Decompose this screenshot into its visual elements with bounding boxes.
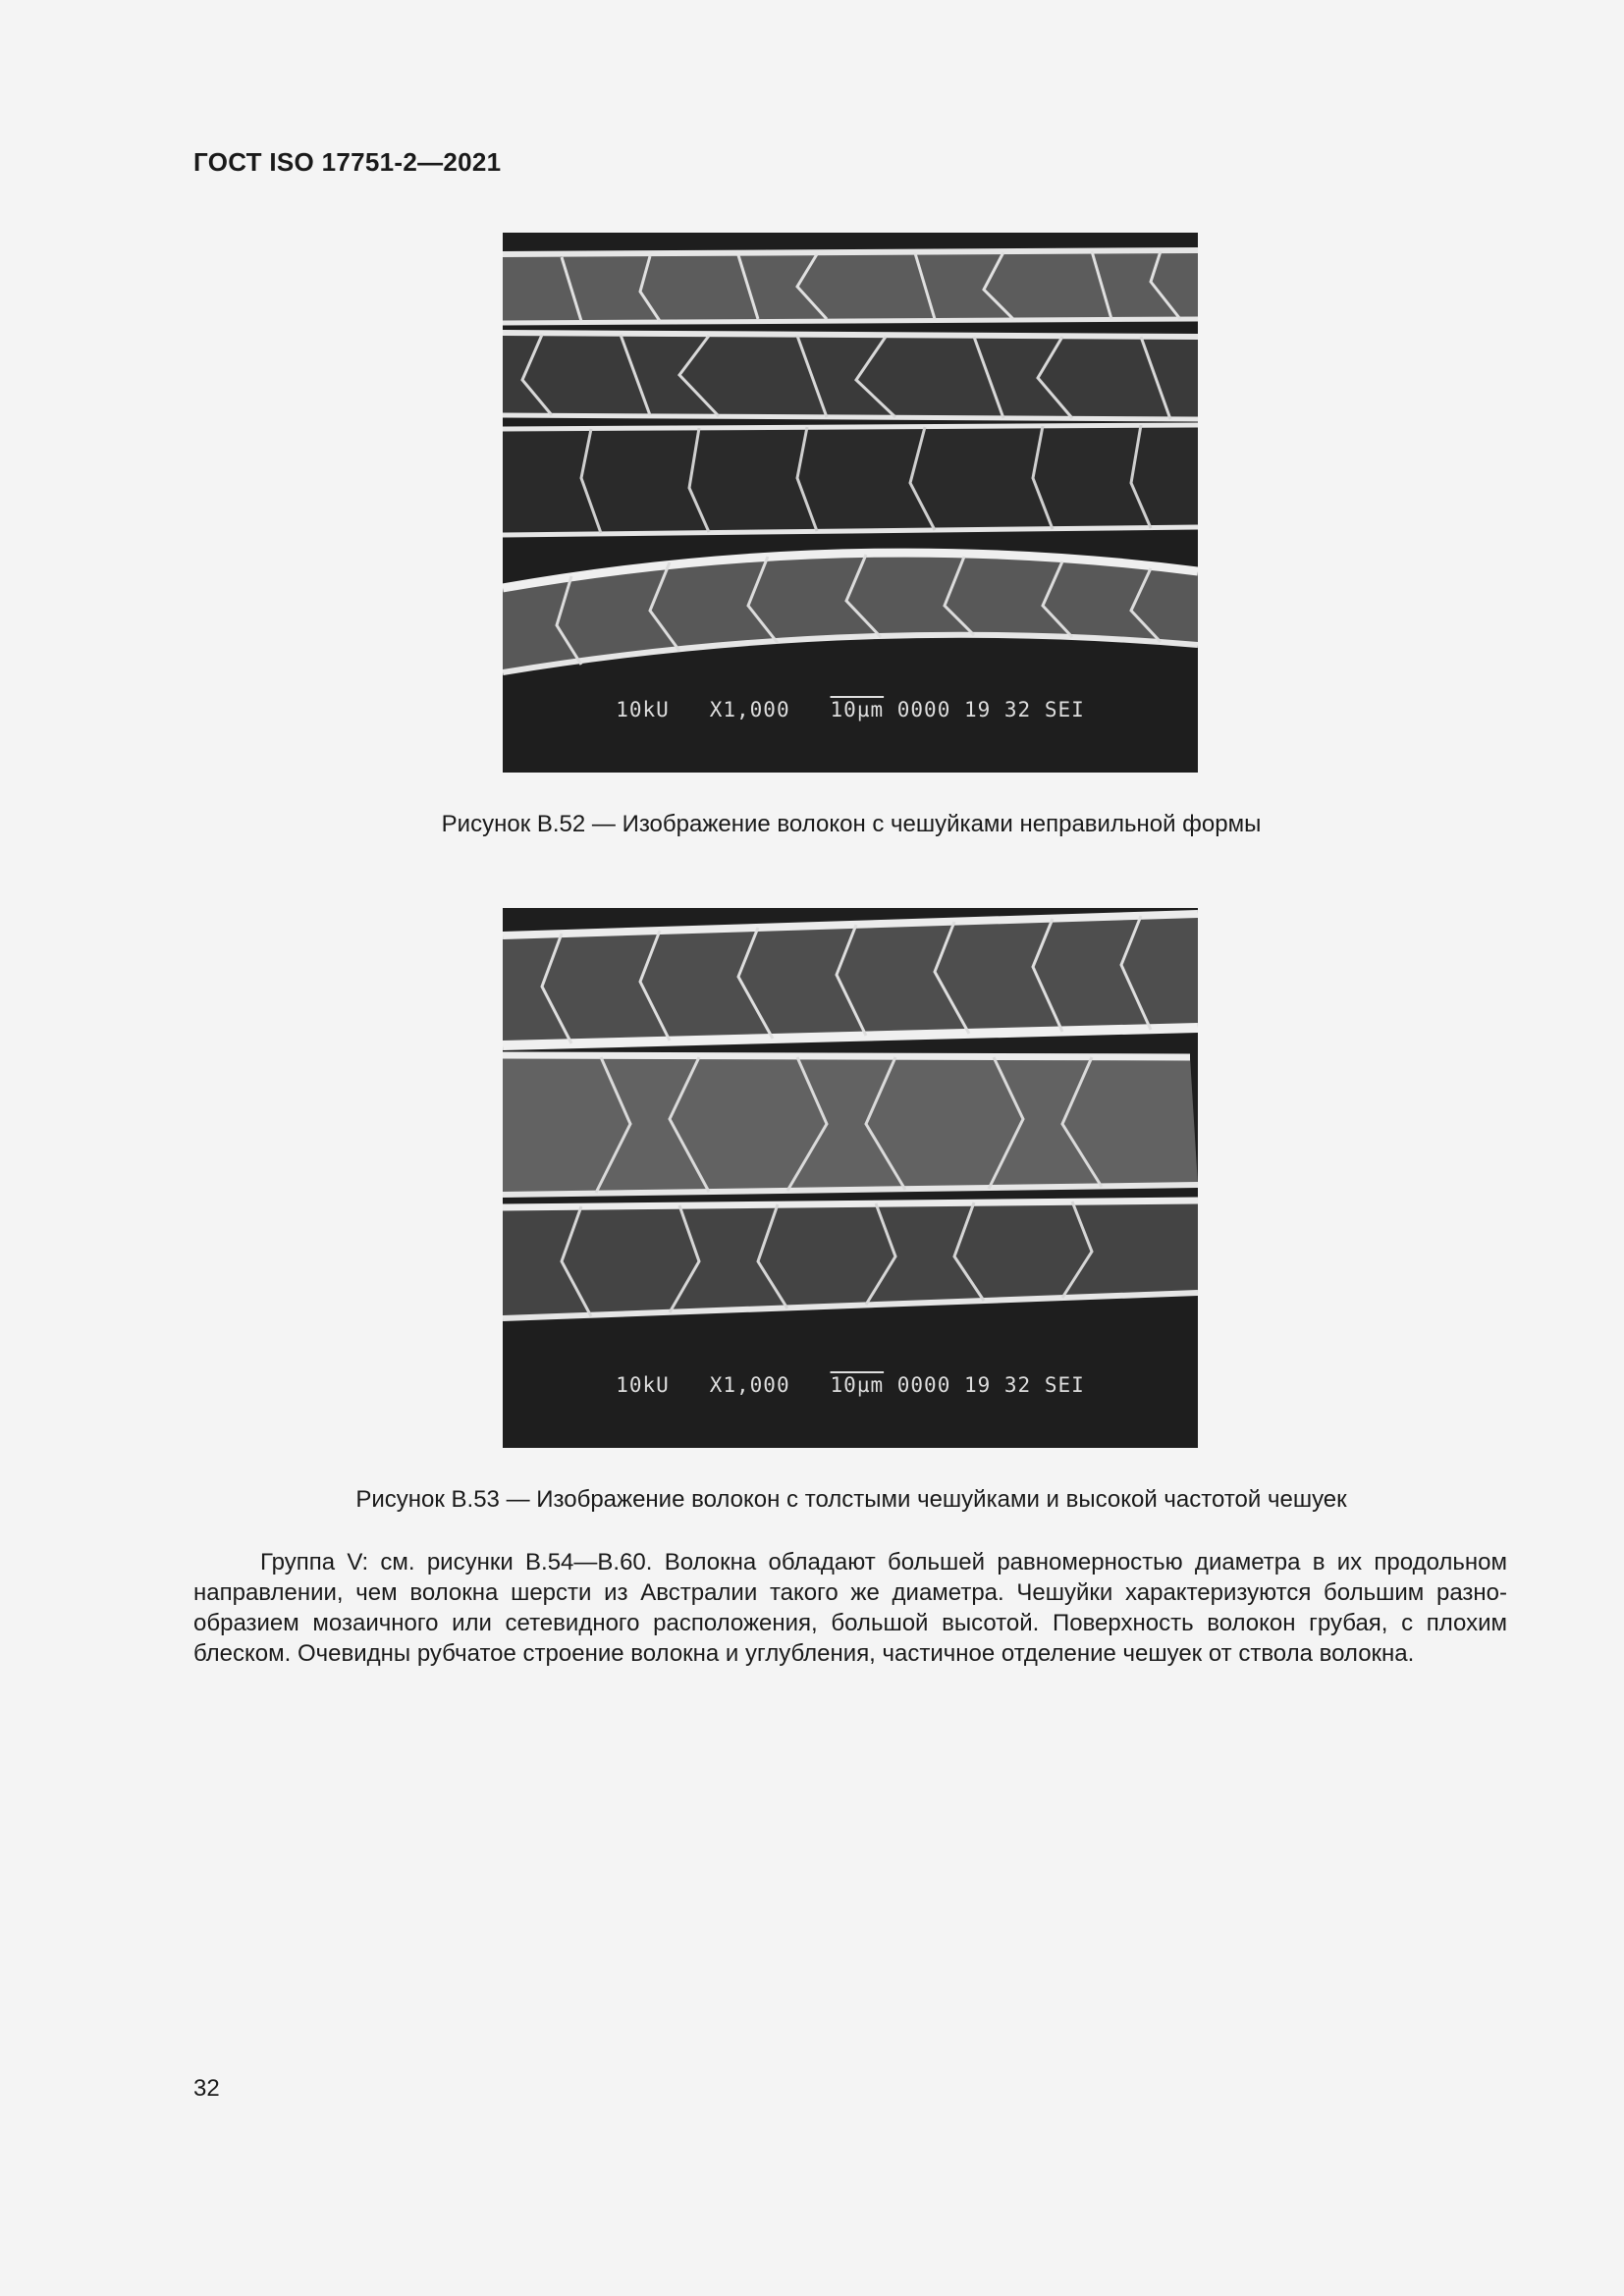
page-number: 32 [193,2075,220,2102]
body-paragraph: Группа V: см. рисунки В.54—В.60. Волокна обладают большей равномерностью диаметра в их продольном направлении, чем волокна шерсти из Австралии такого же диаметра. Чешуйки характеризуются большим разнообразием мозаичного или сетевидного расположения, большой высотой. Поверхность волокон грубая, с плохим блеском. Очевидны рубчатое строение волокна и углубления, частичное отделение чешуек от ствола волокна. [193,1549,1507,1667]
sem-numbers: 0000 19 32 SEI [896,1373,1085,1397]
sem-voltage: 10kU [616,1373,670,1397]
figure-caption-b53: Рисунок В.53 — Изображение волокон с толстыми чешуйками и высокой частотой чешуек [355,1486,1347,1513]
sem-image-figure-b53 [503,908,1198,1448]
sem-micrograph [503,908,1198,1448]
sem-image-figure-b52 [503,233,1198,773]
sem-info-bar [503,698,1198,721]
sem-scale-bar: 10µm [830,698,885,721]
sem-magnification: X1,000 [709,698,790,721]
sem-voltage: 10kU [616,698,670,721]
sem-info-bar [503,1373,1198,1397]
sem-magnification: X1,000 [709,1373,790,1397]
sem-micrograph [503,233,1198,773]
sem-numbers: 0000 19 32 SEI [896,698,1085,721]
document-header: ГОСТ ISO 17751-2—2021 [193,147,502,177]
figure-caption-b52: Рисунок В.52 — Изображение волокон с чешуйками неправильной формы [441,811,1262,837]
sem-scale-bar: 10µm [830,1373,885,1397]
